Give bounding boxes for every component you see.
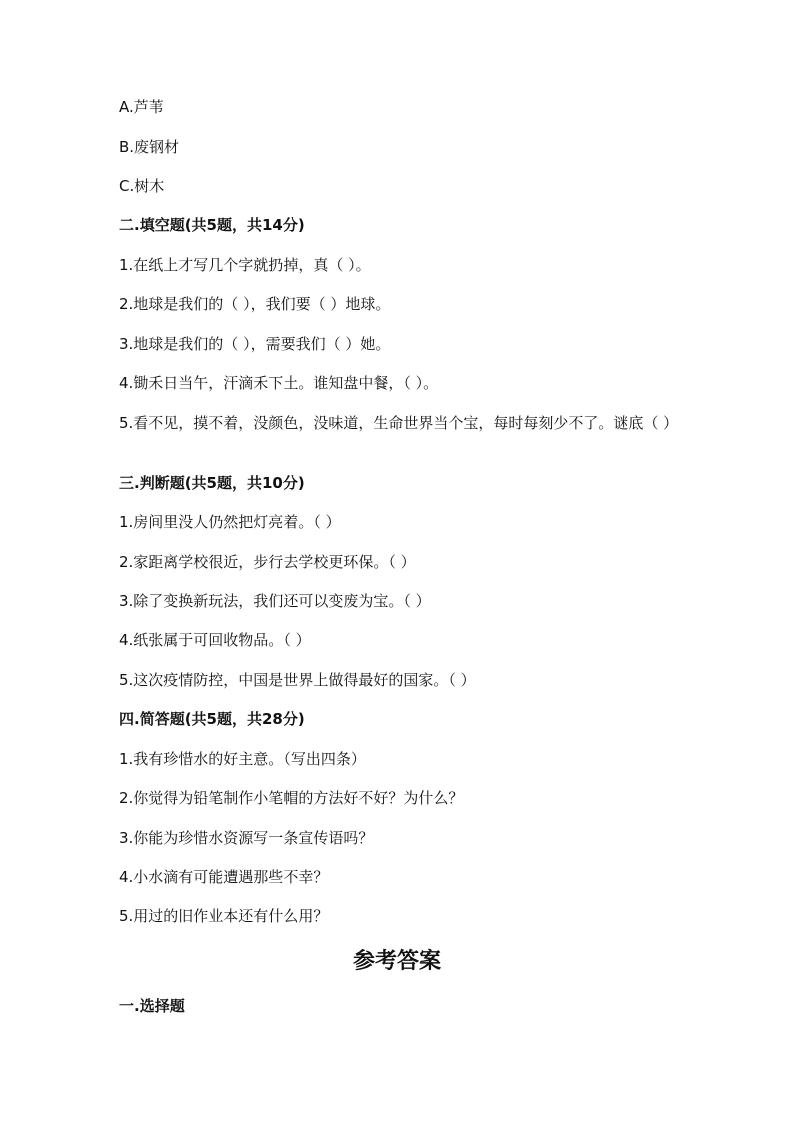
true-false-question-2: 2.家距离学校很近，步行去学校更环保。（ ） [119, 553, 416, 571]
true-false-question-1: 1.房间里没人仍然把灯亮着。（ ） [119, 513, 341, 531]
fill-blank-question-3: 3.地球是我们的（ ），需要我们（ ）她。 [119, 335, 391, 353]
answer-key-title: 参考答案 [352, 949, 441, 974]
true-false-question-5: 5.这次疫情防控，中国是世界上做得最好的国家。（ ） [119, 671, 476, 689]
choice-option-b: B.废钢材 [119, 138, 180, 156]
short-answer-question-5: 5.用过的旧作业本还有什么用？ [119, 907, 329, 925]
section-heading-fill-blank: 二.填空题(共5题，共14分) [119, 216, 305, 234]
true-false-question-4: 4.纸张属于可回收物品。（ ） [119, 631, 311, 649]
short-answer-question-4: 4.小水滴有可能遭遇那些不幸？ [119, 868, 329, 886]
choice-option-a: A.芦苇 [119, 98, 164, 116]
section-heading-short-answer: 四.简答题(共5题，共28分) [119, 710, 305, 728]
short-answer-question-1: 1.我有珍惜水的好主意。（写出四条） [119, 750, 366, 768]
fill-blank-question-1: 1.在纸上才写几个字就扔掉，真（ ）。 [119, 256, 371, 274]
short-answer-question-3: 3.你能为珍惜水资源写一条宣传语吗？ [119, 829, 374, 847]
true-false-question-3: 3.除了变换新玩法，我们还可以变废为宝。（ ） [119, 592, 431, 610]
fill-blank-question-2: 2.地球是我们的（ ），我们要（ ）地球。 [119, 295, 391, 313]
choice-option-c: C.树木 [119, 177, 165, 195]
fill-blank-question-4: 4.锄禾日当午，汗滴禾下土。谁知盘中餐，（ ）。 [119, 374, 439, 392]
fill-blank-question-5: 5.看不见，摸不着，没颜色，没味道，生命世界当个宝，每时每刻少不了。谜底（ ） [119, 414, 679, 432]
short-answer-question-2: 2.你觉得为铅笔制作小笔帽的方法好不好？为什么？ [119, 789, 464, 807]
section-heading-true-false: 三.判断题(共5题，共10分) [119, 474, 305, 492]
answer-section-heading-choice: 一.选择题 [119, 997, 185, 1015]
